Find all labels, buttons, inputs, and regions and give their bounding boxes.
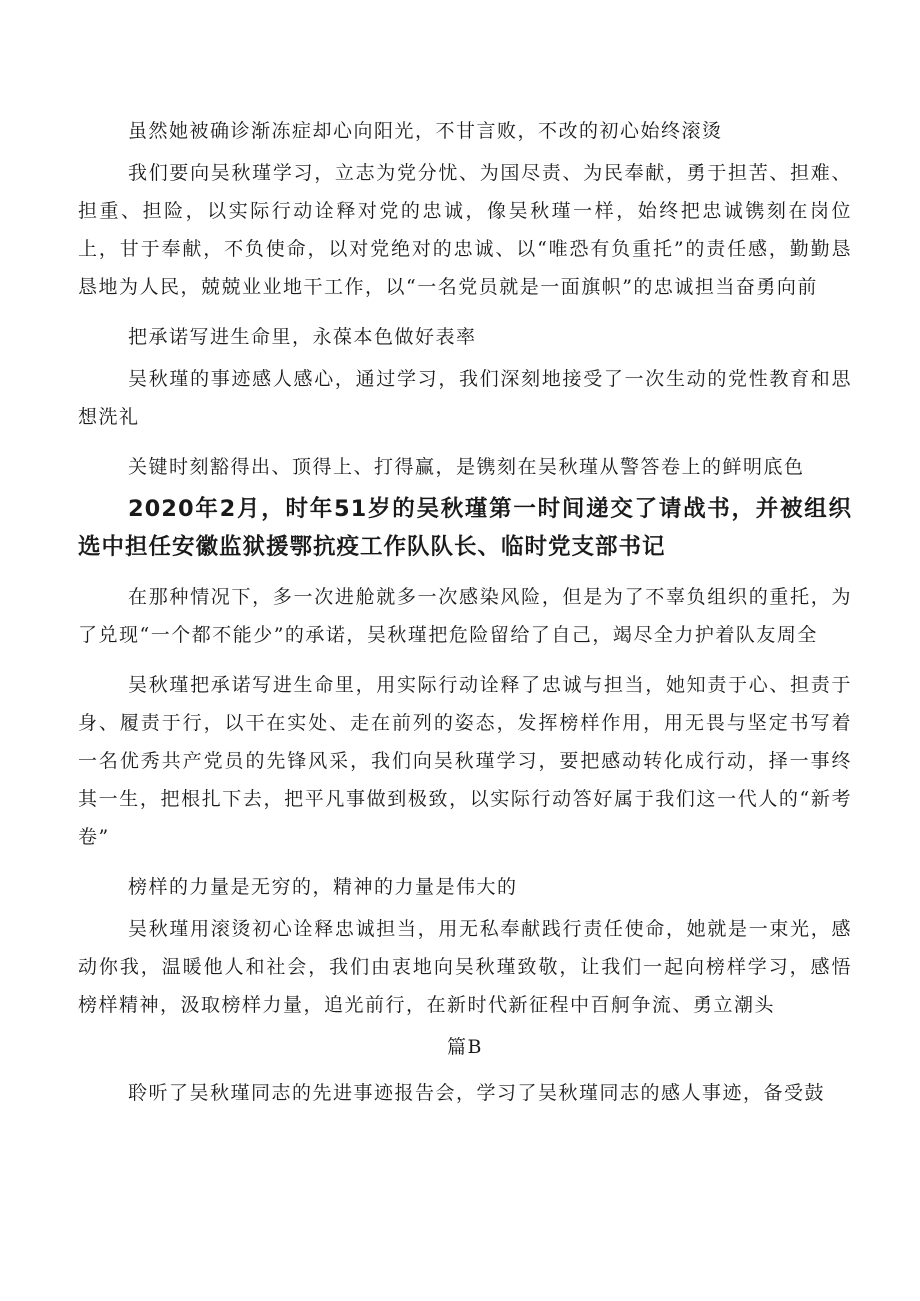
paragraph-8: 榜样的力量是无穷的，精神的力量是伟大的 (128, 876, 518, 898)
paragraph-6: 在那种情况下，多一次进舱就多一次感染风险，但是为了不辜负组织的重托，为了兑现“一个都不能少”的承诺，吴秋瑾把危险留给了自己，竭尽全力护着队友周全 (78, 586, 852, 646)
paragraph-5: 关键时刻豁得出、顶得上、打得赢，是镌刻在吴秋瑾从警答卷上的鲜明底色 (128, 456, 805, 478)
document-page (78, 112, 852, 1124)
paragraph-7: 吴秋瑾把承诺写进生命里，用实际行动诠释了忠诚与担当，她知责于心、担责于身、履责于行，以干在实处、走在前列的姿态，发挥榜样作用，用无畏与坚定书写着一名优秀共产党员的先锋风采，我们向吴秋瑾学习，要把感动转化成行动，择一事终其一生，把根扎下去，把平凡事做到极致，以实际行动答好属于我们这一代人的“新考卷” (78, 674, 852, 848)
paragraph-1: 虽然她被确诊渐冻症却心向阳光，不甘言败，不改的初心始终滚烫 (128, 120, 723, 142)
paragraph-9: 吴秋瑾用滚烫初心诠释忠诚担当，用无私奉献践行责任使命，她就是一束光，感动你我，温暖他人和社会，我们由衷地向吴秋瑾致敬，让我们一起向榜样学习，感悟榜样精神，汲取榜样力量，追光前行，在新时代新征程中百舸争流、勇立潮头 (78, 918, 852, 1016)
paragraph-2: 我们要向吴秋瑾学习，立志为党分忧、为国尽责、为民奉献，勇于担苦、担难、担重、担险，以实际行动诠释对党的忠诚，像吴秋瑾一样，始终把忠诚镌刻在岗位上，甘于奉献，不负使命，以对党绝对的忠诚、以“唯恐有负重托”的责任感，勤勤恳恳地为人民，兢兢业业地干工作，以“一名党员就是一面旗帜”的忠诚担当奋勇向前 (78, 162, 852, 298)
paragraph-10: 聆听了吴秋瑾同志的先进事迹报告会，学习了吴秋瑾同志的感人事迹，备受鼓 (128, 1082, 826, 1104)
bold-heading: 2020年2月，时年51岁的吴秋瑾第一时间递交了请战书，并被组织选中担任安徽监狱援鄂抗疫工作队队长、临时党支部书记 (78, 496, 852, 560)
paragraph-3: 把承诺写进生命里，永葆本色做好表率 (128, 326, 477, 348)
paragraph-4: 吴秋瑾的事迹感人感心，通过学习，我们深刻地接受了一次生动的党性教育和思想洗礼 (78, 368, 852, 428)
section-title: 篇B (447, 1036, 483, 1058)
